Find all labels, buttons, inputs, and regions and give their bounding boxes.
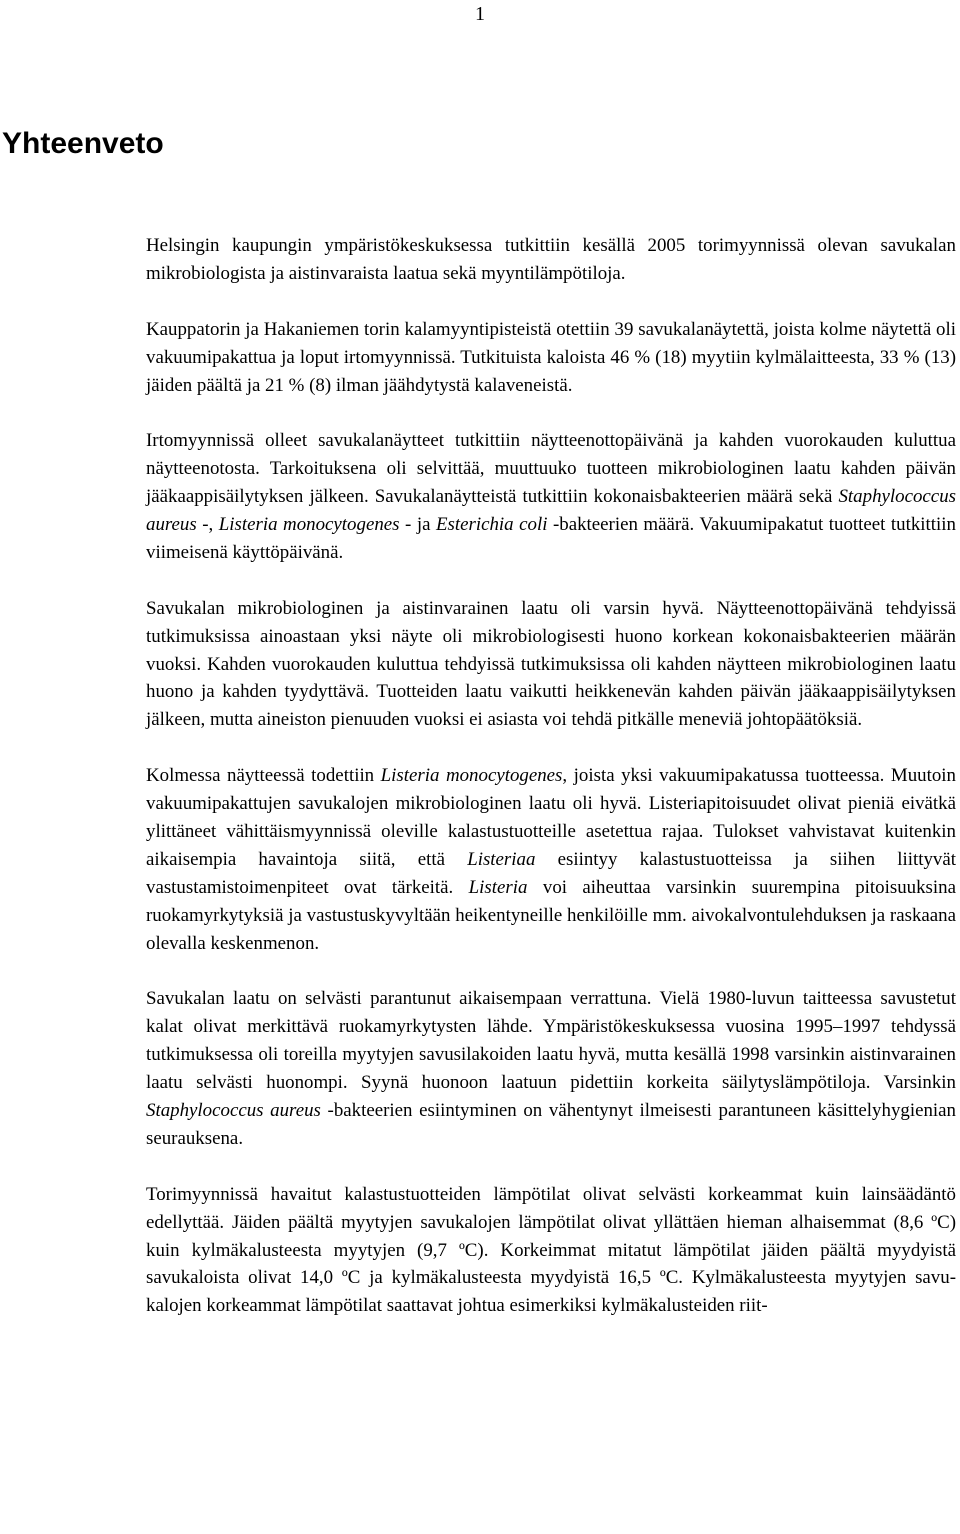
page-number: 1 [475, 3, 485, 25]
paragraph-3-text-2: -, [196, 514, 219, 536]
paragraph-5-text-4: voi aiheuttaa varsinkin suurempina pitoisuuksina ruokamyrkytyksiä ja vastustuskyvyltään heikentyneille henkilöille mm. aivokalvontulehduksen ja raskaana olevalla keskenmenon. [146, 876, 956, 954]
page-title: Yhteenveto [2, 127, 164, 160]
species-listeria: Listeria [468, 876, 528, 898]
paragraph-3-text-3: - ja [399, 514, 436, 536]
paragraph-5-text-2: , joista yksi vakuumipakatussa tuotteessa. Muutoin vakuumipakattujen savukalojen mikrobiologinen laatu oli hyvä. Listeriapitoisuudet olivat pieniä eivätkä ylittäneet vähittäismyynnissä oleville kalastustuotteille asetettua rajaa. Tulokset vahvistavat kuitenkin aikaisempia havaintoja siitä, että [146, 765, 956, 870]
paragraph-5 [146, 762, 956, 957]
paragraph-1: Helsingin kaupungin ympäristökeskuksessa tutkittiin kesällä 2005 torimyynnissä olevan savukalan mikrobiologista ja aistinvaraista laatua sekä myyntilämpötiloja. [146, 235, 956, 284]
species-listeria-monocytogenes: Listeria monocytogenes [218, 514, 400, 536]
paragraph-3-text-4: -bakteerien määrä. Vakuumipakatut tuotteet tutkittiin viimeisenä käyttöpäivänä. [146, 514, 956, 563]
species-listeriaa: Listeriaa [467, 848, 536, 870]
paragraph-6 [146, 985, 956, 1152]
paragraph-6-text-2: -bakteerien esiintyminen on vähentynyt ilmeisesti parantuneen käsittelyhygienian seurauksena. [146, 1100, 956, 1149]
paragraph-3 [146, 427, 956, 567]
paragraph-7: Torimyynnissä havaitut kalastustuotteiden lämpötilat olivat selvästi korkeammat kuin lainsäädäntö edellyttää. Jäiden päältä myytyjen savukalojen lämpötilat olivat yllättäen hieman alhaisemmat (8,6 ºC) kuin kylmäkalusteesta myytyjen (9,7 ºC). Korkeimmat mitatut lämpötilat jäiden päältä myydyistä savukaloista olivat 14,0 ºC ja kylmäkalusteesta myydyistä 16,5 ºC. Kylmäkalusteesta myytyjen savukalojen korkeammat lämpötilat saattavat johtua esimerkiksi kylmäkalusteiden riit- [146, 1183, 956, 1317]
paragraph-4: Savukalan mikrobiologinen ja aistinvarainen laatu oli varsin hyvä. Näytteenottopäivänä tehdyissä tutkimuksissa ainoastaan yksi näyte oli mikrobiologisesti huono korkean kokonaisbakteerien määrän vuoksi. Kahden vuorokauden kuluttua tehdyissä tutkimuksissa oli kahden näytteen mikrobiologinen laatu huono ja kahden tyydyttävä. Tuotteiden laatu vaikutti heikkenevän kahden päivän jääkaappisäilytyksen jälkeen, mutta aineiston pienuuden vuoksi ei asiasta voi tehdä pitkälle meneviä johtopäätöksiä. [146, 597, 956, 731]
species-listeria-monocytogenes: Listeria monocytogenes [380, 765, 563, 787]
paragraph-5-text-3: esiintyy kalastustuotteissa ja siihen liittyvät vastustamistoimenpiteet ovat tärkeitä. [146, 848, 956, 898]
paragraph-2: Kauppatorin ja Hakaniemen torin kalamyyntipisteistä otettiin 39 savukalanäytettä, joista kolme näytettä oli vakuumipakattua ja loput irtomyynnissä. Tutkituista kaloista 46 % (18) myytiin kylmälaitteesta, 33 % (13) jäiden päältä ja 21 % (8) ilman jäähdytystä kalaveneistä. [146, 318, 956, 396]
summary-body [146, 232, 956, 1320]
species-staphylococcus-aureus: Staphylococcus aureus [146, 1100, 321, 1122]
species-esterichia-coli: Esterichia coli [435, 514, 548, 536]
paragraph-6-text-1: Savukalan laatu on selvästi parantunut aikaisempaan verrattuna. Vielä 1980-luvun taitteessa savustetut kalat olivat merkittävä ruokamyrkytysten lähde. Ympäristökeskuksessa vuosina 1995–1997 tehdyssä tutkimuksessa oli toreilla myytyjen savusilakoiden laatu hyvä, mutta kesällä 1998 varsinkin aistinvarainen laatu selvästi huonompi. Syynä huonoon laatuun pidettiin korkeita säilytyslämpötiloja. Varsinkin [146, 988, 956, 1094]
paragraph-3-text-1: Irtomyynnissä olleet savukalanäytteet tutkittiin näytteenottopäivänä ja kahden vuorokauden kuluttua näytteenotosta. Tarkoituksena oli selvittää, muuttuuko tuotteen mikrobiologinen laatu kahden päivän jääkaappisäilytyksen jälkeen. Savukalanäytteistä tutkittiin kokonaisbakteerien määrä sekä [146, 430, 956, 508]
species-staphylococcus-aureus: Staphylococcus aureus [146, 486, 956, 536]
paragraph-5-text-1: Kolmessa näytteessä todettiin [146, 765, 381, 787]
